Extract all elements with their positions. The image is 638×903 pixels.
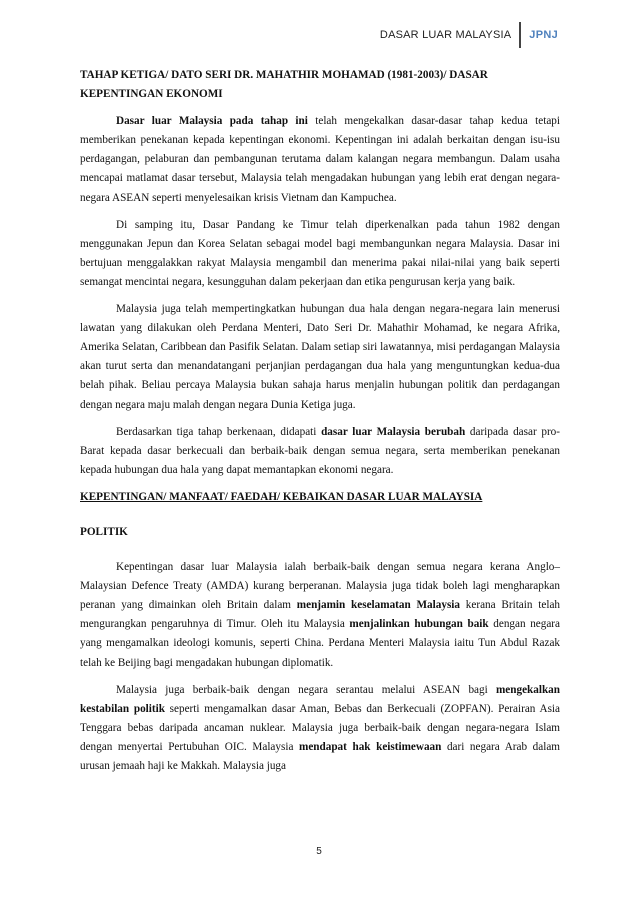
paragraph-hubungan-dua-hala: Malaysia juga telah mempertingkatkan hubungan dua hala dengan negara-negara lain menerusi lawatan yang dilakukan oleh Perdana Menteri, Dato Seri Dr. Mahathir Mohamad, ke negara Afrika, Amerika Selatan, Caribbean dan Pasifik Selatan. Dalam setiap siri lawatannya, misi perdagangan Malaysia akan turut serta dan menandatangani perjanjian perdagangan dua hala yang menguntungkan kedua-dua belah pihak. Beliau percaya Malaysia bukan sahaja harus menjalin hubungan politik dan perdagangan dengan negara maju malah dengan negara Dunia Ketiga juga. (80, 303, 560, 411)
paragraph-politik-1 (80, 558, 560, 673)
paragraph-text: daripada dasar pro-Barat kepada dasar berkecuali dan berbaik-baik dengan semua negara, serta memberikan penekanan kepada hubungan dua hala yang dapat memantapkan ekonomi negara. (80, 425, 560, 476)
spacer (80, 550, 560, 558)
paragraph-text: Berdasarkan tiga tahap berkenaan, didapati (116, 425, 322, 438)
section-heading-kepentingan: KEPENTINGAN/ MANFAAT/ FAEDAH/ KEBAIKAN DASAR LUAR MALAYSIA (80, 490, 483, 503)
paragraph-text: kerana Britain telah mengurangkan pengaruhnya di Timur. Oleh itu Malaysia (80, 599, 561, 631)
page-header (380, 22, 558, 48)
paragraph-tahap-ketiga-intro (80, 112, 560, 207)
bold-phrase: Dasar luar Malaysia pada tahap ini (116, 115, 308, 128)
bold-phrase: mengekalkan kestabilan politik (80, 683, 560, 715)
bold-phrase: dasar luar Malaysia berubah (321, 425, 466, 438)
bold-phrase: mendapat hak keistimewaan (299, 740, 442, 753)
spacer (80, 515, 560, 523)
section-heading-tahap-ketiga: TAHAP KETIGA/ DATO SERI DR. MAHATHIR MOHAMAD (1981-2003)/ DASAR KEPENTINGAN EKONOMI (80, 69, 488, 101)
document-body (80, 66, 560, 784)
paragraph-text: dari negara Arab dalam urusan jemaah haji ke Makkah. Malaysia juga (80, 740, 560, 772)
page-number: 5 (316, 846, 322, 857)
paragraph-text: Kepentingan dasar luar Malaysia ialah berbaik-baik dengan semua negara kerana Anglo–Malaysian Defence Treaty (AMDA) kurang berperanan. Malaysia juga tidak boleh lagi mengharapkan peranan yang dimainkan oleh Britain dalam (80, 561, 560, 612)
paragraph-politik-2 (80, 681, 560, 776)
paragraph-text: dengan negara yang mengamalkan ideologi komunis, seperti China. Perdana Menteri Malaysia iaitu Tun Abdul Razak telah ke Beijing bagi mengadakan hubungan diplomatik. (80, 618, 560, 669)
paragraph-text: seperti mengamalkan dasar Aman, Bebas dan Berkecuali (ZOPFAN). Perairan Asia Tenggara bebas daripada ancaman nuklear. Malaysia juga berbaik-baik dengan negara-negara Islam dengan menyertai Pertubuhan OIC. Malaysia (80, 702, 561, 753)
subheading-politik: POLITIK (80, 525, 128, 538)
header-tag: JPNJ (529, 29, 558, 41)
paragraph-text: Malaysia juga berbaik-baik dengan negara serantau melalui ASEAN bagi (116, 683, 496, 696)
bold-phrase: menjamin keselamatan Malaysia (296, 599, 461, 612)
paragraph-kesimpulan-tahap (80, 423, 560, 480)
bold-phrase: menjalinkan hubungan baik (349, 618, 489, 631)
header-title: DASAR LUAR MALAYSIA (379, 29, 512, 41)
paragraph-text: telah mengekalkan dasar-dasar tahap kedua tetapi memberikan penekanan kepada kepentingan ekonomi. Kepentingan ini adalah berkaitan dengan isu-isu perdagangan, pelaburan dan pembangunan terutama dalam kalangan negara membangun. Dalam usaha mencapai matlamat dasar tersebut, Malaysia telah mengadakan hubungan yang lebih erat dengan negara-negara ASEAN seperti menyelesaikan krisis Vietnam dan Kampuchea. (80, 115, 560, 204)
paragraph-dasar-pandang-ke-timur: Di samping itu, Dasar Pandang ke Timur telah diperkenalkan pada tahun 1982 dengan menggunakan Jepun dan Korea Selatan sebagai model bagi membangunkan negara Malaysia. Dasar ini bertujuan menggalakkan rakyat Malaysia mengambil dan menerima pakai nilai-nilai yang baik seperti semangat mencintai negara, kesungguhan dalam pekerjaan dan etika pengurusan kerja yang baik. (80, 218, 560, 288)
